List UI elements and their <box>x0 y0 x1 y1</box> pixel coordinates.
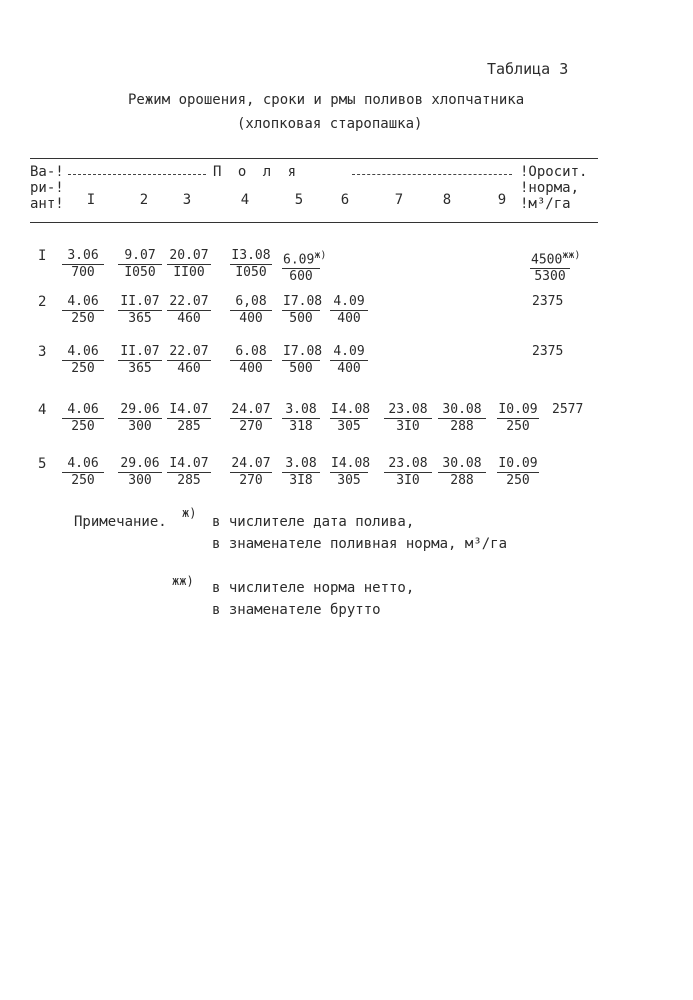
irrigation-cell <box>118 294 162 327</box>
variant-number: 5 <box>38 456 47 472</box>
variant-number: 2 <box>38 294 47 310</box>
irrigation-date: 4.09 <box>330 344 368 361</box>
irrigation-date: $6.09^{ж)}$ <box>283 250 327 268</box>
irrigation-norm: I050 <box>124 265 156 280</box>
irrigation-norm: 288 <box>450 473 474 488</box>
irrigation-cell <box>230 248 272 281</box>
irrigation-date: 9.07 <box>118 248 162 265</box>
header-norm-1: !Оросит. <box>520 164 588 180</box>
irrigation-cell <box>118 344 162 377</box>
irrigation-norm: 250 <box>506 473 530 488</box>
header-field-8: 8 <box>442 192 452 208</box>
irrigation-date: 29.06 <box>118 456 162 473</box>
irrigation-date: I7.08 <box>283 294 323 309</box>
irrigation-cell <box>167 456 211 489</box>
table-title: Режим орошения, сроки и рмы поливов хлопчатника <box>128 92 525 108</box>
table-subtitle: (хлопковая старопашка) <box>237 116 423 132</box>
irrigation-cell <box>497 402 539 435</box>
irrigation-cell <box>118 456 162 489</box>
irrigation-cell <box>330 344 368 377</box>
header-field-7: 7 <box>394 192 404 208</box>
irrigation-date: II.07 <box>118 294 162 311</box>
irrigation-cell <box>62 344 104 377</box>
note-1-line-2: в знаменателе поливная норма, м³/га <box>212 536 508 552</box>
irrigation-norm: 460 <box>177 361 201 376</box>
irrigation-cell <box>62 294 104 327</box>
irrigation-date: 3.08 <box>282 456 320 473</box>
header-field-4: 4 <box>240 192 250 208</box>
irrigation-cell <box>282 344 323 377</box>
irrigation-norm: I050 <box>235 265 267 280</box>
irrigation-norm: 318 <box>289 419 313 434</box>
table-number: Таблица 3 <box>487 60 569 78</box>
irrigation-cell <box>384 402 432 435</box>
irrigation-date: 3.08 <box>282 402 320 419</box>
irrigation-date: 4.06 <box>62 402 104 419</box>
irrigation-norm: 285 <box>177 473 201 488</box>
header-norm-3: !м³/га <box>520 196 571 212</box>
variant-number: I <box>38 248 47 264</box>
irrigation-norm: 500 <box>289 361 313 376</box>
irrigation-norm: 460 <box>177 311 201 326</box>
total-norm-cell <box>530 248 581 285</box>
irrigation-date: 30.08 <box>438 402 486 419</box>
irrigation-date: 30.08 <box>438 456 486 473</box>
irrigation-date: I4.07 <box>167 456 211 473</box>
header-variant-2: ри-! <box>30 180 64 196</box>
irrigation-cell <box>118 248 162 281</box>
note-2-line-1: в числителе норма нетто, <box>212 580 415 596</box>
irrigation-norm: 250 <box>506 419 530 434</box>
irrigation-cell <box>330 294 368 327</box>
header-dashes-right <box>352 174 512 175</box>
footnote-marker: ж) <box>314 250 327 261</box>
irrigation-date: 24.07 <box>231 456 271 471</box>
total-norm: 2375 <box>532 344 564 359</box>
header-field-6: 6 <box>340 192 350 208</box>
irrigation-cell <box>282 456 320 489</box>
irrigation-norm: 365 <box>128 361 152 376</box>
irrigation-norm: 250 <box>71 361 95 376</box>
irrigation-norm: 3I0 <box>396 419 420 434</box>
irrigation-date: 4.06 <box>62 294 104 311</box>
irrigation-cell <box>167 344 211 377</box>
note-label: Примечание. <box>74 514 167 530</box>
irrigation-norm: 250 <box>71 419 95 434</box>
header-field-5: 5 <box>294 192 304 208</box>
irrigation-cell <box>230 344 272 377</box>
irrigation-cell <box>330 456 371 489</box>
irrigation-date: II.07 <box>118 344 162 361</box>
irrigation-norm: 365 <box>128 311 152 326</box>
irrigation-cell <box>167 402 211 435</box>
irrigation-norm: 288 <box>450 419 474 434</box>
irrigation-date: I4.08 <box>331 456 371 471</box>
irrigation-cell <box>438 402 486 435</box>
irrigation-norm: 400 <box>239 311 263 326</box>
irrigation-date: I4.07 <box>167 402 211 419</box>
irrigation-norm: 250 <box>71 473 95 488</box>
total-norm-net: $4500^{жж)}$ <box>531 250 581 268</box>
header-field-2: 2 <box>139 192 149 208</box>
irrigation-norm: 305 <box>337 419 361 434</box>
irrigation-cell <box>282 294 323 327</box>
irrigation-cell <box>230 402 272 435</box>
irrigation-norm: II00 <box>173 265 205 280</box>
irrigation-date: 23.08 <box>384 456 432 473</box>
irrigation-cell <box>230 456 272 489</box>
irrigation-norm: 400 <box>337 361 361 376</box>
irrigation-norm: 285 <box>177 419 201 434</box>
irrigation-date: 3.06 <box>62 248 104 265</box>
header-fields-title: П о л я <box>213 164 301 180</box>
irrigation-cell <box>497 456 539 489</box>
irrigation-norm: 500 <box>289 311 313 326</box>
header-variant-1: Ва-! <box>30 164 64 180</box>
irrigation-date: I0.09 <box>498 456 538 471</box>
irrigation-cell <box>384 456 432 489</box>
header-dashes-left <box>68 174 206 175</box>
irrigation-norm: 270 <box>239 473 263 488</box>
irrigation-cell <box>62 456 104 489</box>
irrigation-cell <box>438 456 486 489</box>
irrigation-date: 24.07 <box>231 402 271 417</box>
irrigation-norm: 270 <box>239 419 263 434</box>
irrigation-date: 6.08 <box>230 344 272 361</box>
irrigation-norm: 700 <box>71 265 95 280</box>
irrigation-date: 20.07 <box>167 248 211 265</box>
header-field-3: 3 <box>182 192 192 208</box>
note-1-line-1: в числителе дата полива, <box>212 514 415 530</box>
irrigation-date: 6,08 <box>230 294 272 311</box>
irrigation-cell <box>62 248 104 281</box>
irrigation-date: 23.08 <box>384 402 432 419</box>
irrigation-date: I0.09 <box>498 402 538 417</box>
header-norm-2: !норма, <box>520 180 580 196</box>
note-mark-1: ж) <box>182 506 197 520</box>
variant-number: 4 <box>38 402 47 418</box>
note-2-line-2: в знаменателе брутто <box>212 602 381 618</box>
irrigation-norm: 3I8 <box>289 473 313 488</box>
header-field-1: I <box>86 192 96 208</box>
variant-number: 3 <box>38 344 47 360</box>
note-mark-2: жж) <box>172 574 194 588</box>
irrigation-date: 22.07 <box>167 294 211 311</box>
irrigation-norm: 250 <box>71 311 95 326</box>
irrigation-norm: 600 <box>289 269 313 285</box>
irrigation-norm: 300 <box>128 419 152 434</box>
irrigation-date: 29.06 <box>118 402 162 419</box>
irrigation-cell <box>330 402 371 435</box>
irrigation-cell <box>167 248 211 281</box>
header-variant-3: ант! <box>30 196 64 212</box>
header-field-9: 9 <box>497 192 507 208</box>
irrigation-cell <box>167 294 211 327</box>
irrigation-date: I4.08 <box>331 402 371 417</box>
irrigation-date: 4.09 <box>330 294 368 311</box>
irrigation-date: 4.06 <box>62 344 104 361</box>
irrigation-date: 22.07 <box>167 344 211 361</box>
irrigation-date: I3.08 <box>231 248 271 263</box>
table-top-rule <box>30 158 598 159</box>
irrigation-norm: 400 <box>239 361 263 376</box>
irrigation-cell <box>118 402 162 435</box>
irrigation-norm: 300 <box>128 473 152 488</box>
table-header-rule <box>30 222 598 223</box>
irrigation-norm: 305 <box>337 473 361 488</box>
total-norm-gross: 5300 <box>534 269 566 285</box>
total-norm: 2375 <box>532 294 564 309</box>
irrigation-date: I7.08 <box>283 344 323 359</box>
irrigation-norm: 3I0 <box>396 473 420 488</box>
irrigation-cell <box>282 402 320 435</box>
footnote-marker: жж) <box>562 250 581 261</box>
irrigation-cell <box>62 402 104 435</box>
irrigation-date: 4.06 <box>62 456 104 473</box>
irrigation-cell <box>282 248 327 285</box>
irrigation-cell <box>230 294 272 327</box>
irrigation-norm: 400 <box>337 311 361 326</box>
total-norm: 2577 <box>552 402 584 417</box>
